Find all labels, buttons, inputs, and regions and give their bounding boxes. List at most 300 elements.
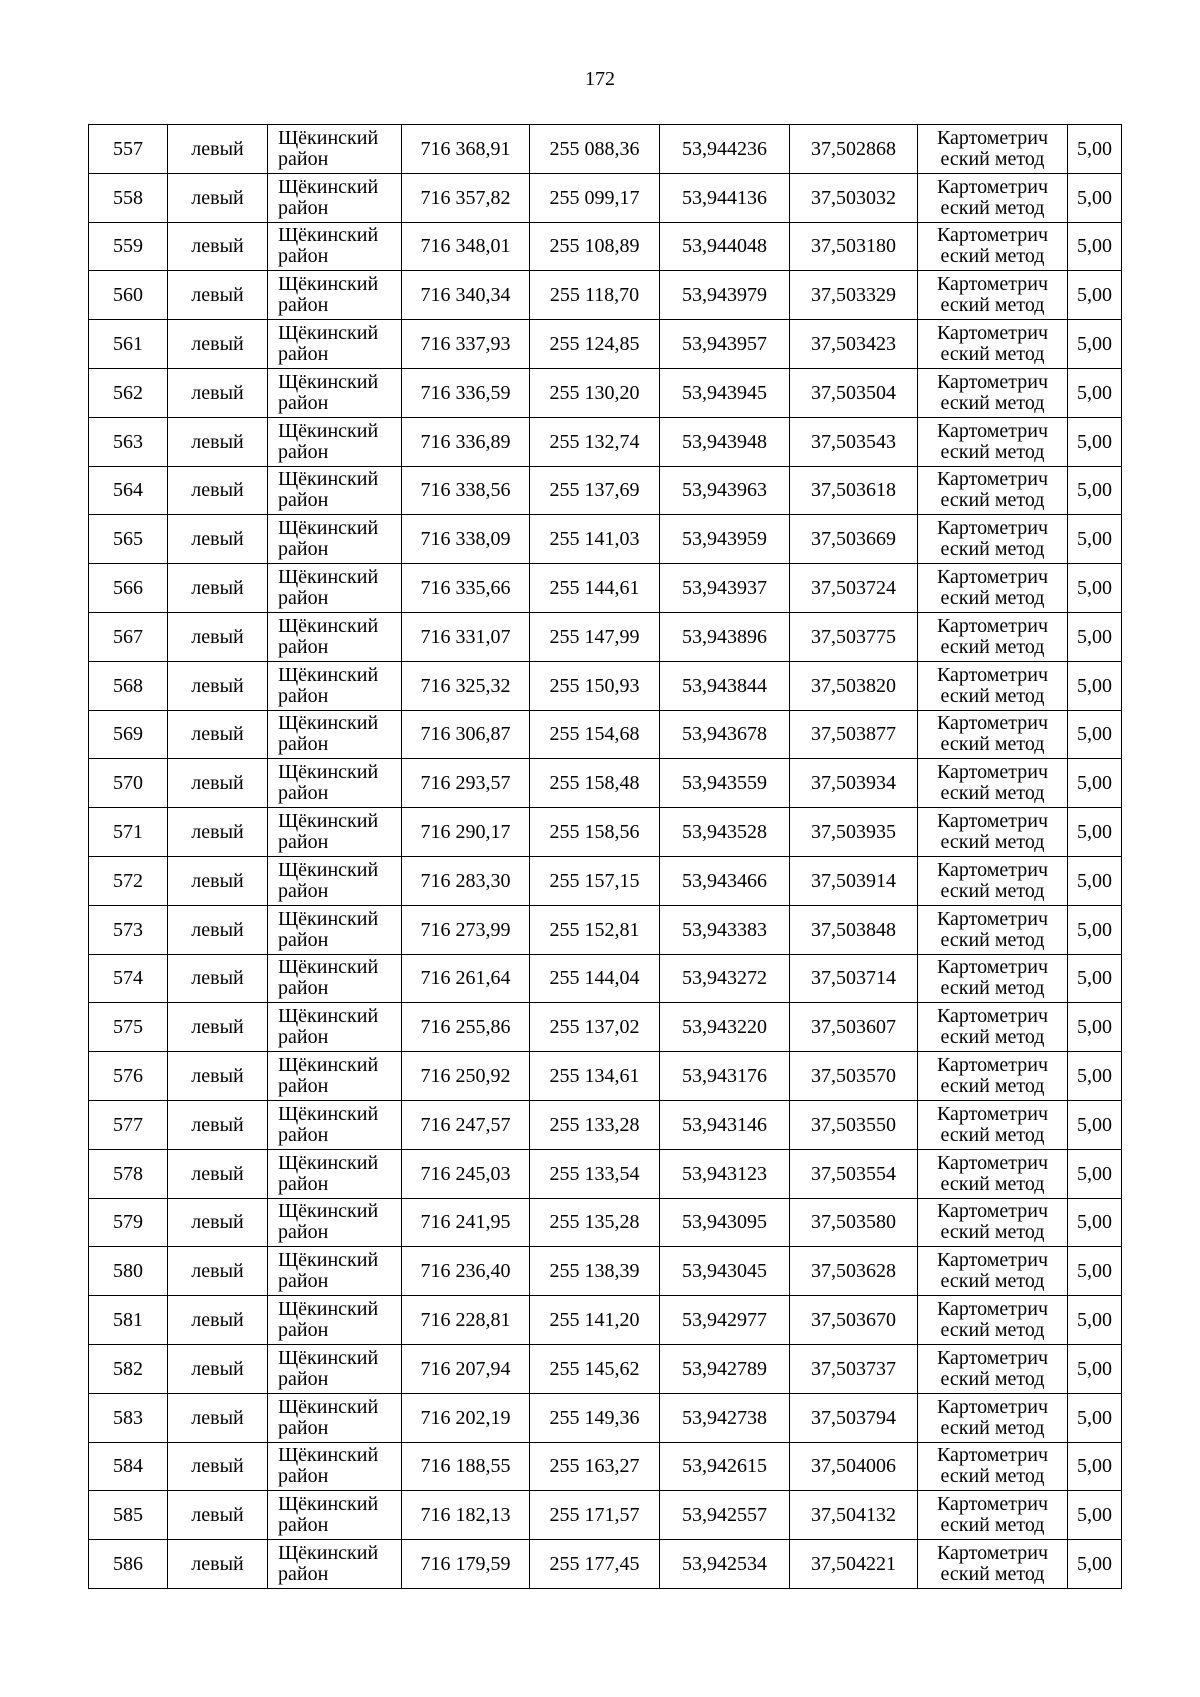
accuracy-cell: 5,00 [1068, 320, 1122, 369]
table-row [89, 808, 1122, 857]
side-cell: левый [168, 759, 268, 808]
district-line: Щёкинский [278, 468, 379, 491]
latitude-cell: 53,942534 [660, 1540, 790, 1589]
district-line: район [278, 1416, 329, 1439]
district-line: район [278, 635, 329, 658]
y-coordinate-cell: 255 154,68 [530, 710, 660, 759]
district-line: Щёкинский [278, 1444, 379, 1467]
point-number-cell: 568 [89, 661, 168, 710]
longitude-cell: 37,503669 [790, 515, 918, 564]
point-number-cell: 558 [89, 173, 168, 222]
method-cell [918, 1442, 1068, 1491]
table-row [89, 515, 1122, 564]
y-coordinate-cell: 255 141,20 [530, 1296, 660, 1345]
y-coordinate-cell: 255 137,69 [530, 466, 660, 515]
longitude-cell: 37,503820 [790, 661, 918, 710]
side-cell: левый [168, 515, 268, 564]
point-number-cell: 578 [89, 1149, 168, 1198]
method-line: еский метод [940, 1465, 1045, 1488]
district-line: Щёкинский [278, 1249, 379, 1272]
accuracy-cell: 5,00 [1068, 368, 1122, 417]
method-line: Картометрич [936, 1298, 1049, 1321]
accuracy-cell: 5,00 [1068, 173, 1122, 222]
side-cell: левый [168, 1052, 268, 1101]
district-cell [268, 1296, 402, 1345]
district-cell [268, 856, 402, 905]
table-row [89, 125, 1122, 174]
longitude-cell: 37,503877 [790, 710, 918, 759]
district-cell [268, 661, 402, 710]
method-line: Картометрич [936, 614, 1049, 637]
longitude-cell: 37,503607 [790, 1003, 918, 1052]
district-line: Щёкинский [278, 224, 379, 247]
latitude-cell: 53,943466 [660, 856, 790, 905]
method-cell [918, 1198, 1068, 1247]
x-coordinate-cell: 716 337,93 [402, 320, 530, 369]
x-coordinate-cell: 716 261,64 [402, 954, 530, 1003]
latitude-cell: 53,943383 [660, 905, 790, 954]
district-cell [268, 173, 402, 222]
method-cell [918, 1344, 1068, 1393]
district-cell [268, 612, 402, 661]
latitude-cell: 53,944236 [660, 125, 790, 174]
accuracy-cell: 5,00 [1068, 515, 1122, 564]
table-row [89, 1149, 1122, 1198]
longitude-cell: 37,503570 [790, 1052, 918, 1101]
x-coordinate-cell: 716 368,91 [402, 125, 530, 174]
side-cell: левый [168, 856, 268, 905]
table-row [89, 1344, 1122, 1393]
x-coordinate-cell: 716 236,40 [402, 1247, 530, 1296]
longitude-cell: 37,503180 [790, 222, 918, 271]
x-coordinate-cell: 716 179,59 [402, 1540, 530, 1589]
side-cell: левый [168, 1491, 268, 1540]
district-cell [268, 1442, 402, 1491]
table-row [89, 1442, 1122, 1491]
accuracy-cell: 5,00 [1068, 710, 1122, 759]
method-line: Картометрич [936, 712, 1049, 735]
district-cell [268, 1344, 402, 1393]
table-row [89, 1247, 1122, 1296]
district-cell [268, 368, 402, 417]
x-coordinate-cell: 716 250,92 [402, 1052, 530, 1101]
table-row [89, 954, 1122, 1003]
method-cell [918, 1052, 1068, 1101]
method-cell [918, 1003, 1068, 1052]
method-line: еский метод [940, 294, 1045, 317]
district-cell [268, 466, 402, 515]
method-line: еский метод [940, 538, 1045, 561]
district-line: Щёкинский [278, 1005, 379, 1028]
y-coordinate-cell: 255 133,54 [530, 1149, 660, 1198]
side-cell: левый [168, 661, 268, 710]
x-coordinate-cell: 716 348,01 [402, 222, 530, 271]
method-cell [918, 661, 1068, 710]
method-line: еский метод [940, 440, 1045, 463]
district-line: район [278, 147, 329, 170]
district-cell [268, 417, 402, 466]
longitude-cell: 37,503618 [790, 466, 918, 515]
point-number-cell: 564 [89, 466, 168, 515]
method-line: Картометрич [936, 126, 1049, 149]
district-cell [268, 1393, 402, 1442]
method-line: еский метод [940, 1416, 1045, 1439]
district-line: район [278, 1221, 329, 1244]
longitude-cell: 37,504006 [790, 1442, 918, 1491]
district-line: Щёкинский [278, 1054, 379, 1077]
latitude-cell: 53,943272 [660, 954, 790, 1003]
longitude-cell: 37,503724 [790, 564, 918, 613]
district-line: Щёкинский [278, 175, 379, 198]
latitude-cell: 53,942615 [660, 1442, 790, 1491]
method-cell [918, 710, 1068, 759]
x-coordinate-cell: 716 325,32 [402, 661, 530, 710]
x-coordinate-cell: 716 293,57 [402, 759, 530, 808]
side-cell: левый [168, 1198, 268, 1247]
longitude-cell: 37,503714 [790, 954, 918, 1003]
point-number-cell: 565 [89, 515, 168, 564]
district-cell [268, 1003, 402, 1052]
district-line: район [278, 879, 329, 902]
y-coordinate-cell: 255 163,27 [530, 1442, 660, 1491]
latitude-cell: 53,942738 [660, 1393, 790, 1442]
x-coordinate-cell: 716 306,87 [402, 710, 530, 759]
longitude-cell: 37,503737 [790, 1344, 918, 1393]
accuracy-cell: 5,00 [1068, 417, 1122, 466]
table-row [89, 905, 1122, 954]
point-number-cell: 581 [89, 1296, 168, 1345]
accuracy-cell: 5,00 [1068, 1540, 1122, 1589]
x-coordinate-cell: 716 228,81 [402, 1296, 530, 1345]
latitude-cell: 53,943176 [660, 1052, 790, 1101]
district-line: Щёкинский [278, 1346, 379, 1369]
latitude-cell: 53,942789 [660, 1344, 790, 1393]
district-line: район [278, 587, 329, 610]
district-cell [268, 271, 402, 320]
x-coordinate-cell: 716 290,17 [402, 808, 530, 857]
table-row [89, 564, 1122, 613]
method-cell [918, 1247, 1068, 1296]
x-coordinate-cell: 716 357,82 [402, 173, 530, 222]
method-cell [918, 954, 1068, 1003]
accuracy-cell: 5,00 [1068, 661, 1122, 710]
method-line: Картометрич [936, 1054, 1049, 1077]
y-coordinate-cell: 255 158,48 [530, 759, 660, 808]
latitude-cell: 53,943979 [660, 271, 790, 320]
y-coordinate-cell: 255 152,81 [530, 905, 660, 954]
table-row [89, 173, 1122, 222]
district-cell [268, 320, 402, 369]
district-cell [268, 564, 402, 613]
accuracy-cell: 5,00 [1068, 1149, 1122, 1198]
accuracy-cell: 5,00 [1068, 125, 1122, 174]
accuracy-cell: 5,00 [1068, 564, 1122, 613]
district-line: Щёкинский [278, 126, 379, 149]
latitude-cell: 53,943844 [660, 661, 790, 710]
side-cell: левый [168, 1100, 268, 1149]
accuracy-cell: 5,00 [1068, 1442, 1122, 1491]
x-coordinate-cell: 716 255,86 [402, 1003, 530, 1052]
latitude-cell: 53,943963 [660, 466, 790, 515]
table-row [89, 222, 1122, 271]
method-line: еский метод [940, 879, 1045, 902]
side-cell: левый [168, 954, 268, 1003]
page-number: 172 [585, 68, 615, 90]
method-cell [918, 759, 1068, 808]
y-coordinate-cell: 255 118,70 [530, 271, 660, 320]
longitude-cell: 37,503935 [790, 808, 918, 857]
latitude-cell: 53,943957 [660, 320, 790, 369]
district-line: район [278, 733, 329, 756]
x-coordinate-cell: 716 335,66 [402, 564, 530, 613]
district-line: Щёкинский [278, 858, 379, 881]
longitude-cell: 37,503628 [790, 1247, 918, 1296]
y-coordinate-cell: 255 137,02 [530, 1003, 660, 1052]
district-line: Щёкинский [278, 1493, 379, 1516]
method-cell [918, 125, 1068, 174]
method-line: Картометрич [936, 858, 1049, 881]
y-coordinate-cell: 255 130,20 [530, 368, 660, 417]
district-line: Щёкинский [278, 1395, 379, 1418]
method-line: еский метод [940, 1514, 1045, 1537]
side-cell: левый [168, 1149, 268, 1198]
y-coordinate-cell: 255 147,99 [530, 612, 660, 661]
accuracy-cell: 5,00 [1068, 905, 1122, 954]
latitude-cell: 53,943945 [660, 368, 790, 417]
point-number-cell: 561 [89, 320, 168, 369]
district-line: район [278, 928, 329, 951]
method-line: Картометрич [936, 1102, 1049, 1125]
y-coordinate-cell: 255 138,39 [530, 1247, 660, 1296]
district-cell [268, 759, 402, 808]
side-cell: левый [168, 417, 268, 466]
method-line: Картометрич [936, 224, 1049, 247]
x-coordinate-cell: 716 338,56 [402, 466, 530, 515]
x-coordinate-cell: 716 273,99 [402, 905, 530, 954]
y-coordinate-cell: 255 144,61 [530, 564, 660, 613]
y-coordinate-cell: 255 150,93 [530, 661, 660, 710]
accuracy-cell: 5,00 [1068, 271, 1122, 320]
y-coordinate-cell: 255 144,04 [530, 954, 660, 1003]
district-line: Щёкинский [278, 273, 379, 296]
accuracy-cell: 5,00 [1068, 466, 1122, 515]
district-line: район [278, 1514, 329, 1537]
method-line: Картометрич [936, 1542, 1049, 1564]
district-line: Щёкинский [278, 712, 379, 735]
accuracy-cell: 5,00 [1068, 612, 1122, 661]
side-cell: левый [168, 173, 268, 222]
method-line: Картометрич [936, 175, 1049, 198]
table-row [89, 368, 1122, 417]
point-number-cell: 583 [89, 1393, 168, 1442]
side-cell: левый [168, 368, 268, 417]
x-coordinate-cell: 716 340,34 [402, 271, 530, 320]
longitude-cell: 37,503543 [790, 417, 918, 466]
accuracy-cell: 5,00 [1068, 1491, 1122, 1540]
x-coordinate-cell: 716 188,55 [402, 1442, 530, 1491]
method-line: Картометрич [936, 322, 1049, 345]
side-cell: левый [168, 222, 268, 271]
accuracy-cell: 5,00 [1068, 808, 1122, 857]
accuracy-cell: 5,00 [1068, 1100, 1122, 1149]
side-cell: левый [168, 808, 268, 857]
y-coordinate-cell: 255 135,28 [530, 1198, 660, 1247]
x-coordinate-cell: 716 338,09 [402, 515, 530, 564]
district-line: район [278, 1367, 329, 1390]
side-cell: левый [168, 466, 268, 515]
method-cell [918, 1540, 1068, 1589]
method-line: еский метод [940, 489, 1045, 512]
table-row [89, 1198, 1122, 1247]
point-number-cell: 579 [89, 1198, 168, 1247]
longitude-cell: 37,502868 [790, 125, 918, 174]
point-number-cell: 557 [89, 125, 168, 174]
accuracy-cell: 5,00 [1068, 954, 1122, 1003]
side-cell: левый [168, 1393, 268, 1442]
longitude-cell: 37,503670 [790, 1296, 918, 1345]
method-line: еский метод [940, 684, 1045, 707]
method-cell [918, 905, 1068, 954]
x-coordinate-cell: 716 207,94 [402, 1344, 530, 1393]
method-line: еский метод [940, 1270, 1045, 1293]
longitude-cell: 37,503032 [790, 173, 918, 222]
side-cell: левый [168, 1344, 268, 1393]
accuracy-cell: 5,00 [1068, 222, 1122, 271]
district-cell [268, 1100, 402, 1149]
x-coordinate-cell: 716 247,57 [402, 1100, 530, 1149]
district-line: район [278, 831, 329, 854]
method-line: Картометрич [936, 517, 1049, 540]
method-cell [918, 368, 1068, 417]
y-coordinate-cell: 255 099,17 [530, 173, 660, 222]
latitude-cell: 53,943678 [660, 710, 790, 759]
district-line: район [278, 294, 329, 317]
x-coordinate-cell: 716 283,30 [402, 856, 530, 905]
x-coordinate-cell: 716 245,03 [402, 1149, 530, 1198]
table-row [89, 417, 1122, 466]
district-line: Щёкинский [278, 761, 379, 784]
coordinates-table [88, 124, 1122, 1589]
longitude-cell: 37,503329 [790, 271, 918, 320]
method-line: еский метод [940, 831, 1045, 854]
y-coordinate-cell: 255 108,89 [530, 222, 660, 271]
method-cell [918, 271, 1068, 320]
method-cell [918, 515, 1068, 564]
district-cell [268, 125, 402, 174]
longitude-cell: 37,503794 [790, 1393, 918, 1442]
method-cell [918, 320, 1068, 369]
y-coordinate-cell: 255 141,03 [530, 515, 660, 564]
method-line: Картометрич [936, 1200, 1049, 1223]
longitude-cell: 37,504132 [790, 1491, 918, 1540]
side-cell: левый [168, 271, 268, 320]
district-line: Щёкинский [278, 1102, 379, 1125]
table-row [89, 759, 1122, 808]
latitude-cell: 53,943045 [660, 1247, 790, 1296]
longitude-cell: 37,504221 [790, 1540, 918, 1589]
method-line: еский метод [940, 1026, 1045, 1049]
district-line: Щёкинский [278, 1298, 379, 1321]
method-line: Картометрич [936, 1444, 1049, 1467]
side-cell: левый [168, 710, 268, 759]
longitude-cell: 37,503550 [790, 1100, 918, 1149]
latitude-cell: 53,943095 [660, 1198, 790, 1247]
method-line: Картометрич [936, 566, 1049, 589]
latitude-cell: 53,944136 [660, 173, 790, 222]
method-line: Картометрич [936, 956, 1049, 979]
method-line: еский метод [940, 635, 1045, 658]
method-cell [918, 466, 1068, 515]
method-line: еский метод [940, 343, 1045, 366]
district-cell [268, 954, 402, 1003]
point-number-cell: 562 [89, 368, 168, 417]
table-row [89, 1296, 1122, 1345]
method-line: еский метод [940, 1319, 1045, 1342]
latitude-cell: 53,943959 [660, 515, 790, 564]
point-number-cell: 570 [89, 759, 168, 808]
district-line: район [278, 1270, 329, 1293]
method-line: еский метод [940, 928, 1045, 951]
method-cell [918, 856, 1068, 905]
district-line: район [278, 343, 329, 366]
y-coordinate-cell: 255 088,36 [530, 125, 660, 174]
table-row [89, 1540, 1122, 1589]
y-coordinate-cell: 255 149,36 [530, 1393, 660, 1442]
method-cell [918, 564, 1068, 613]
table-row [89, 612, 1122, 661]
district-cell [268, 1149, 402, 1198]
method-line: еский метод [940, 196, 1045, 219]
method-line: еский метод [940, 977, 1045, 1000]
method-line: еский метод [940, 1172, 1045, 1195]
side-cell: левый [168, 125, 268, 174]
side-cell: левый [168, 320, 268, 369]
longitude-cell: 37,503934 [790, 759, 918, 808]
latitude-cell: 53,942557 [660, 1491, 790, 1540]
table-row [89, 1491, 1122, 1540]
district-line: Щёкинский [278, 1200, 379, 1223]
district-cell [268, 1540, 402, 1589]
point-number-cell: 577 [89, 1100, 168, 1149]
point-number-cell: 585 [89, 1491, 168, 1540]
x-coordinate-cell: 716 182,13 [402, 1491, 530, 1540]
district-line: район [278, 684, 329, 707]
district-line: Щёкинский [278, 810, 379, 833]
method-cell [918, 612, 1068, 661]
district-line: Щёкинский [278, 1151, 379, 1174]
x-coordinate-cell: 716 241,95 [402, 1198, 530, 1247]
district-cell [268, 710, 402, 759]
accuracy-cell: 5,00 [1068, 759, 1122, 808]
district-line: Щёкинский [278, 566, 379, 589]
district-line: район [278, 1319, 329, 1342]
point-number-cell: 567 [89, 612, 168, 661]
district-line: Щёкинский [278, 614, 379, 637]
point-number-cell: 560 [89, 271, 168, 320]
method-line: Картометрич [936, 1151, 1049, 1174]
y-coordinate-cell: 255 157,15 [530, 856, 660, 905]
latitude-cell: 53,943146 [660, 1100, 790, 1149]
district-line: район [278, 977, 329, 1000]
y-coordinate-cell: 255 171,57 [530, 1491, 660, 1540]
x-coordinate-cell: 716 336,59 [402, 368, 530, 417]
point-number-cell: 566 [89, 564, 168, 613]
point-number-cell: 563 [89, 417, 168, 466]
x-coordinate-cell: 716 202,19 [402, 1393, 530, 1442]
point-number-cell: 572 [89, 856, 168, 905]
table-row [89, 1003, 1122, 1052]
x-coordinate-cell: 716 336,89 [402, 417, 530, 466]
